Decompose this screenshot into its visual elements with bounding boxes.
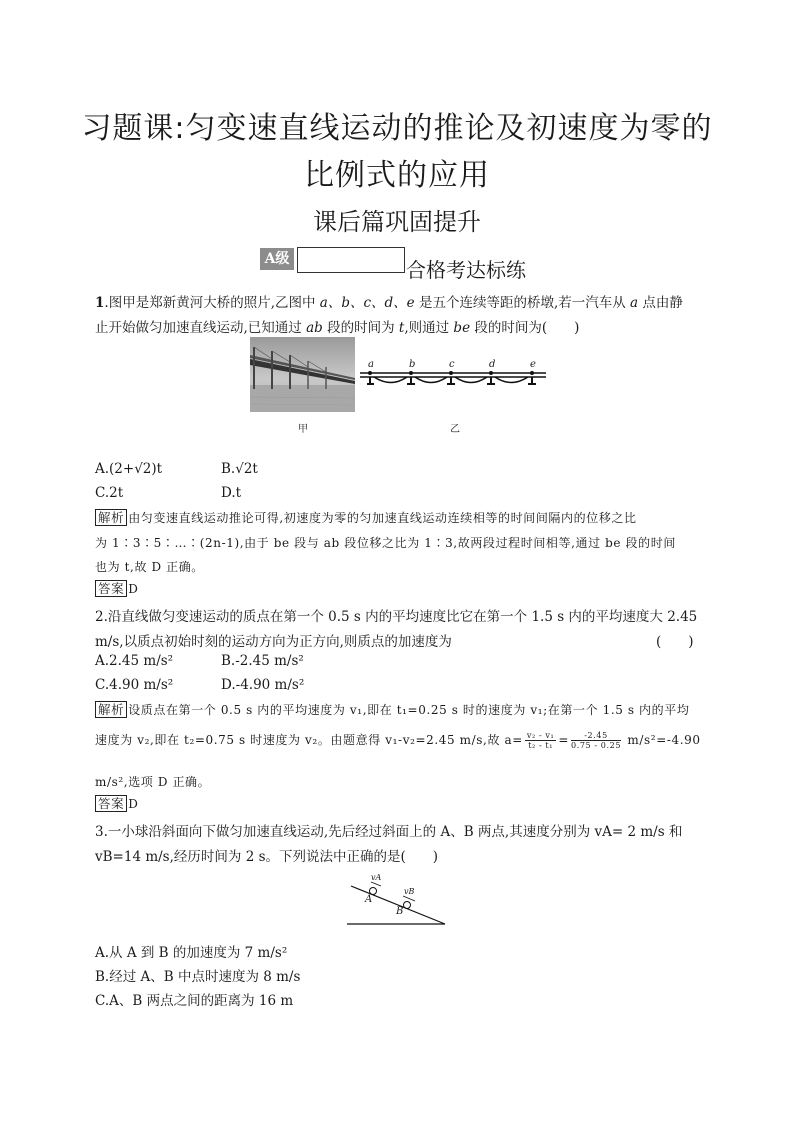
label-vA: vA [371, 873, 382, 882]
pier-label-d: d [489, 359, 496, 370]
q2-stem-line1: 2.沿直线做匀变速运动的质点在第一个 0.5 s 内的平均速度比它在第一个 1.5 s 内的平均速度大 2.45 [95, 609, 698, 625]
fraction-2 [571, 731, 621, 750]
q1-option-d: D.t [221, 485, 242, 501]
label-A: A [365, 894, 373, 905]
level-label: 合格考达标练 [406, 258, 526, 282]
q2-analysis-line2: 速度为 v₂,即在 t₂=0.75 s 时速度为 v₂。由题意得 v₁-v₂=2.45 m/s,故 a= $\frac{\text{v₂ - v₁}}{\text{t₂ - t₁}}$ = $\frac{-2.45}{0.75 - 0.25}$ m/s²=-4.90 [95, 731, 701, 750]
q2-analysis-text1: 设质点在第一个 0.5 s 内的平均速度为 v₁,即在 t₁=0.25 s 时的速度为 v₁;在第一个 1.5 s 内的平均 [128, 703, 690, 717]
level-badge: A级 [260, 248, 294, 270]
q2-option-b: B.-2.45 m/s² [221, 653, 304, 669]
q1-analysis-line3: 也为 t,故 D 正确。 [95, 560, 204, 574]
incline-diagram [345, 872, 450, 930]
figure-label-jia: 甲 [298, 424, 308, 435]
q1-text-d: 止开始做匀加速直线运动,已知通过 [95, 320, 307, 336]
q1-answer-value: D [128, 582, 139, 596]
analysis-tag-2: 解析 [95, 701, 127, 718]
q3-option-a: A.从 A 到 B 的加速度为 7 m/s² [95, 945, 288, 961]
q1-stem-line1 [95, 291, 683, 311]
q1-text-g: 段的时间为( ) [470, 320, 580, 336]
level-blank-box [297, 247, 405, 273]
pier-label-e: e [530, 359, 536, 370]
fraction-2-denominator: 0.75 - 0.25 [571, 741, 622, 750]
q1-analysis-text1: 由匀变速直线运动推论可得,初速度为零的匀加速直线运动连续相等的时间间隔内的位移之比 [128, 511, 637, 525]
q1-option-b: B.√2t [221, 461, 258, 477]
figure-label-yi: 乙 [450, 424, 460, 435]
q2-answer-value: D [128, 797, 139, 811]
q1-text-f: ,则通过 [404, 320, 454, 336]
q3-stem-line2: vB=14 m/s,经历时间为 2 s。下列说法中正确的是( ) [95, 849, 439, 865]
q3-stem-line1: 3.一小球沿斜面向下做匀加速直线运动,先后经过斜面上的 A、B 两点,其速度分别为 vA= 2 m/s 和 [95, 824, 683, 840]
pier-label-b: b [409, 359, 416, 370]
pier-label-c: c [449, 359, 455, 370]
fraction-1-numerator: v₂ - v₁ [526, 731, 555, 740]
bridge-photo [250, 337, 355, 412]
q1-text-c: 点由静 [638, 295, 683, 311]
q3-option-c: C.A、B 两点之间的距离为 16 m [95, 993, 294, 1009]
q2-analysis-text2: 速度为 v₂,即在 t₂=0.75 s 时速度为 v₂。由题意得 v₁-v₂=2.45 m/s,故 a= [95, 733, 523, 747]
q1-option-c: C.2t [95, 485, 124, 501]
pier-label-a: a [368, 359, 374, 370]
page-title-line1: 习题课:匀变速直线运动的推论及初速度为零的 [81, 111, 713, 146]
answer-tag-2: 答案 [95, 795, 127, 812]
analysis-tag: 解析 [95, 509, 127, 526]
q1-number: 1 [95, 295, 105, 311]
answer-tag: 答案 [95, 580, 127, 597]
q1-text-a: .图甲是郑新黄河大桥的照片,乙图中 [104, 295, 320, 311]
fraction-1 [525, 731, 556, 750]
q1-var-t: t [398, 320, 405, 336]
label-B: B [396, 906, 404, 917]
q2-stem-line2: m/s,以质点初始时刻的运动方向为正方向,则质点的加速度为 [95, 634, 452, 650]
q1-stem-line2 [95, 316, 579, 336]
q1-option-a: A.(2+√2)t [95, 461, 163, 477]
q1-analysis-line2: 为 1∶3∶5∶…∶(2n-1),由于 be 段与 ab 段位移之比为 1∶3,故两段过程时间相等,通过 be 段的时间 [95, 536, 676, 550]
q1-answer [95, 580, 138, 597]
fraction-2-numerator: -2.45 [571, 731, 621, 741]
q2-option-d: D.-4.90 m/s² [221, 677, 305, 693]
q1-var-ab: ab [306, 320, 323, 336]
label-vB: vB [404, 887, 415, 896]
page-title-line2: 比例式的应用 [304, 158, 490, 193]
section-subtitle: 课后篇巩固提升 [313, 208, 481, 236]
q2-answer [95, 795, 138, 812]
q2-analysis-line3: m/s²,选项 D 正确。 [95, 775, 211, 789]
fraction-1-denominator: t₂ - t₁ [528, 741, 554, 750]
q3-option-b: B.经过 A、B 中点时速度为 8 m/s [95, 969, 301, 985]
q1-var-a: a [630, 295, 639, 311]
q2-option-a: A.2.45 m/s² [95, 653, 174, 669]
q2-analysis-line1 [95, 701, 689, 718]
q2-paren: ( ) [656, 634, 694, 650]
q2-analysis-text3: m/s²=-4.90 [623, 733, 701, 747]
q1-var-be: be [453, 320, 471, 336]
q1-text-e: 段的时间为 [322, 320, 399, 336]
q2-option-c: C.4.90 m/s² [95, 677, 174, 693]
q1-text-b: 是五个连续等距的桥墩,若一汽车从 [414, 295, 631, 311]
q1-vars: a、b、c、d、e [319, 295, 415, 311]
q1-analysis-line1 [95, 509, 637, 526]
